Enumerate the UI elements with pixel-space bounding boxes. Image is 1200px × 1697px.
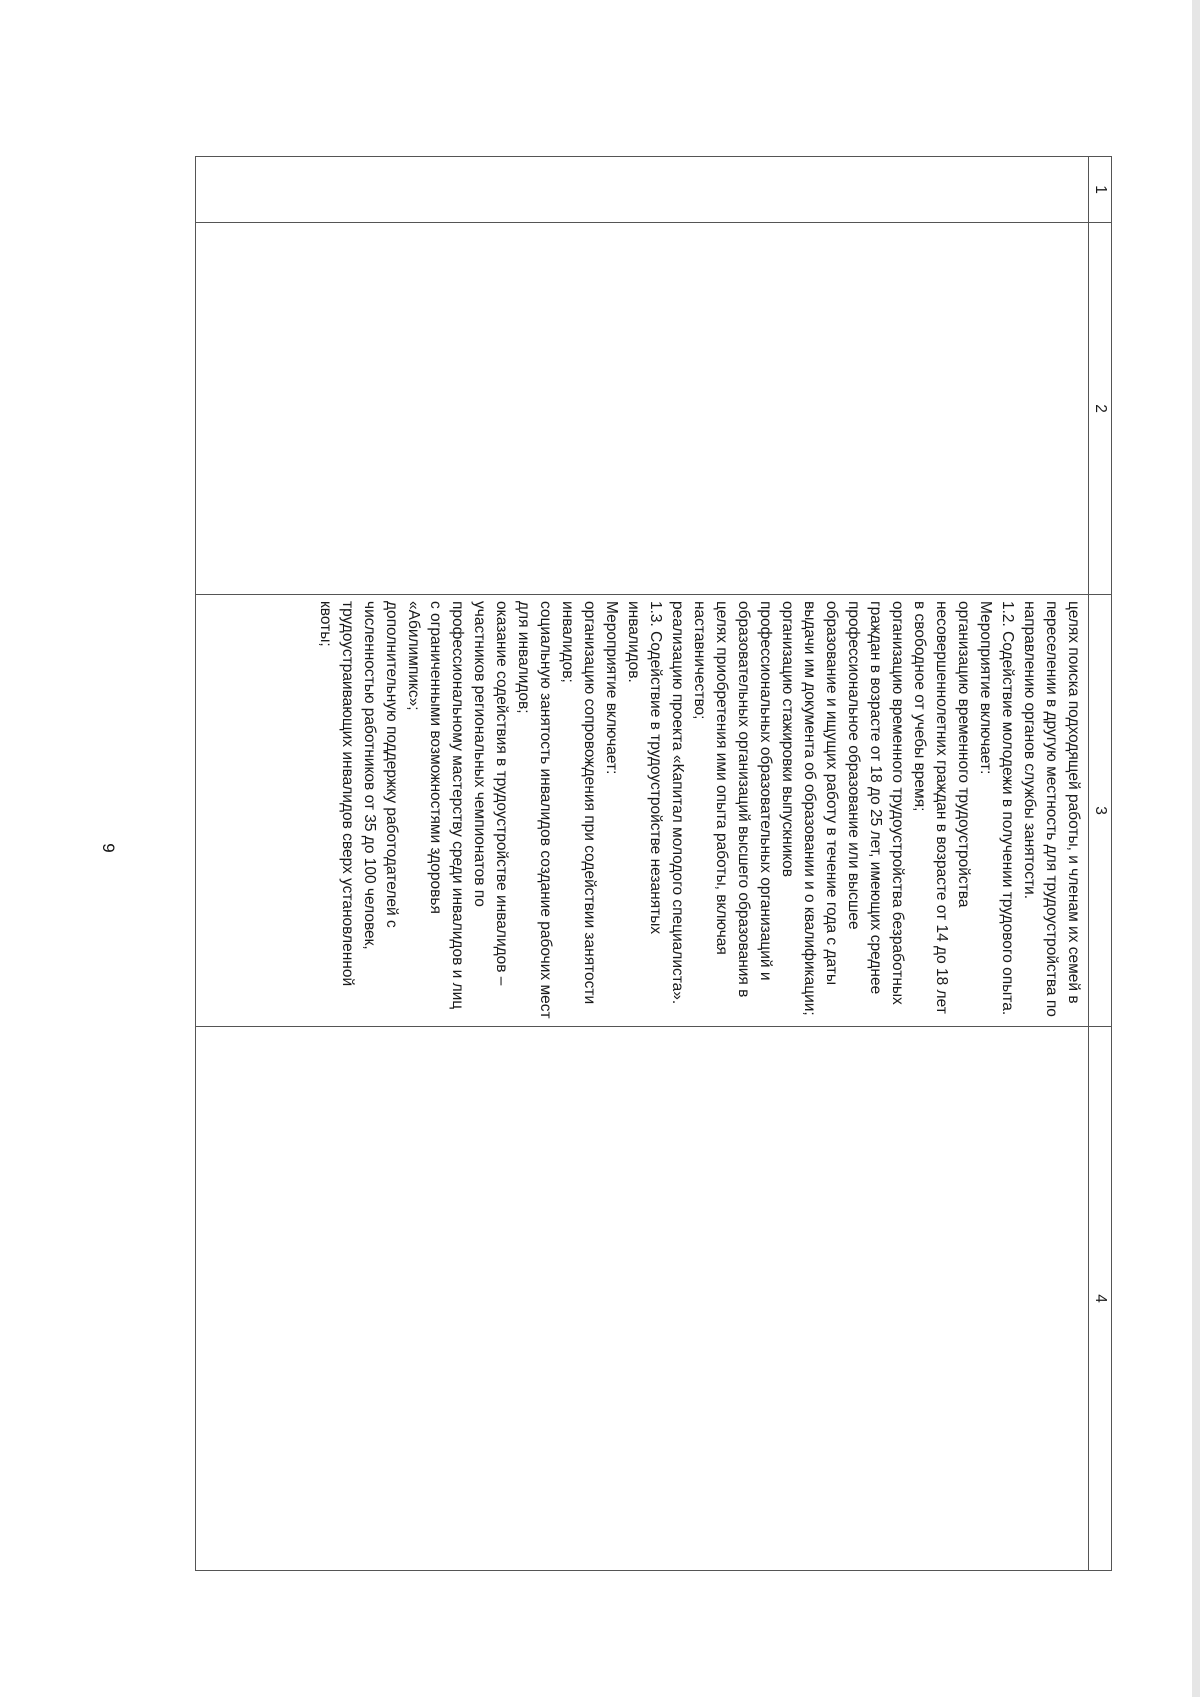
text-line: Мероприятие включает:	[977, 601, 994, 775]
text-line: целях приобретения ими опыта работы, включая	[713, 601, 730, 955]
text-line: для инвалидов;	[515, 601, 532, 714]
page-number: 9	[99, 843, 118, 853]
scrollbar[interactable]	[1192, 0, 1200, 1697]
text-line: реализацию проекта «Капитал молодого специалиста».	[669, 601, 686, 1005]
text-line: 1.2. Содействие молодежи в получении трудового опыта.	[999, 601, 1016, 1016]
text-line: инвалидов;	[559, 601, 576, 683]
text-line: граждан в возрасте от 18 до 25 лет, имеющих среднее	[867, 601, 884, 995]
table-row	[196, 157, 1089, 1571]
header-col-2: 2	[1089, 223, 1112, 595]
text-line: численностью работников от 35 до 100 человек,	[361, 601, 378, 950]
text-line: 1.3. Содействие в трудоустройстве незанятых	[647, 601, 664, 935]
text-line: несовершеннолетних граждан в возрасте от 14 до 18 лет	[933, 601, 950, 1014]
text-line: профессиональных образовательных организаций и	[757, 601, 774, 981]
text-line: наставничество;	[691, 601, 708, 720]
text-line: профессиональному мастерству среди инвалидов и лиц	[449, 601, 466, 1010]
text-line: социальную занятость инвалидов создание рабочих мест	[537, 601, 554, 1019]
text-line: с ограниченными возможностями здоровья	[427, 601, 444, 914]
text-line: направлению органов службы занятости.	[1021, 601, 1038, 900]
rotated-table-wrapper	[195, 156, 1112, 1570]
header-col-1: 1	[1089, 157, 1112, 223]
text-line: оказание содействия в трудоустройстве инвалидов –	[493, 601, 510, 986]
cell-col-1	[196, 157, 1089, 223]
text-line: образовательных организаций высшего образования в	[735, 601, 752, 998]
text-line: участников региональных чемпионатов по	[471, 601, 488, 907]
cell-col-3	[196, 595, 1089, 1027]
text-line: Мероприятие включает:	[603, 601, 620, 775]
text-line: образование и ищущих работу в течение года с даты	[823, 601, 840, 986]
text-line: организацию стажировки выпускников	[779, 601, 796, 878]
text-line: в свободное от учебы время;	[911, 601, 928, 812]
text-line: дополнительную поддержку работодателей с	[383, 601, 400, 928]
text-line: инвалидов.	[625, 601, 642, 683]
text-line: переселении в другую местность для трудоустройства по	[1043, 601, 1060, 1017]
text-line: организацию сопровождения при содействии занятости	[581, 601, 598, 1005]
cell-col-3-text	[314, 595, 1088, 1026]
header-col-3: 3	[1089, 595, 1112, 1027]
measures-table	[195, 156, 1112, 1571]
text-line: «Абилимпикс»;	[405, 601, 422, 711]
text-line: квоты;	[317, 601, 334, 647]
text-line: трудоустраивающих инвалидов сверх установленной	[339, 601, 356, 987]
cell-col-2	[196, 223, 1089, 595]
header-col-4: 4	[1089, 1027, 1112, 1571]
text-line: организацию временного трудоустройства	[955, 601, 972, 908]
text-line: целях поиска подходящей работы, и членам их семей в	[1065, 601, 1082, 1004]
table-header-row	[1089, 157, 1112, 1571]
text-line: выдачи им документа об образовании и о квалификации;	[801, 601, 818, 1016]
cell-col-4	[196, 1027, 1089, 1571]
text-line: организацию временного трудоустройства безработных	[889, 601, 906, 1005]
text-line: профессиональное образование или высшее	[845, 601, 862, 930]
